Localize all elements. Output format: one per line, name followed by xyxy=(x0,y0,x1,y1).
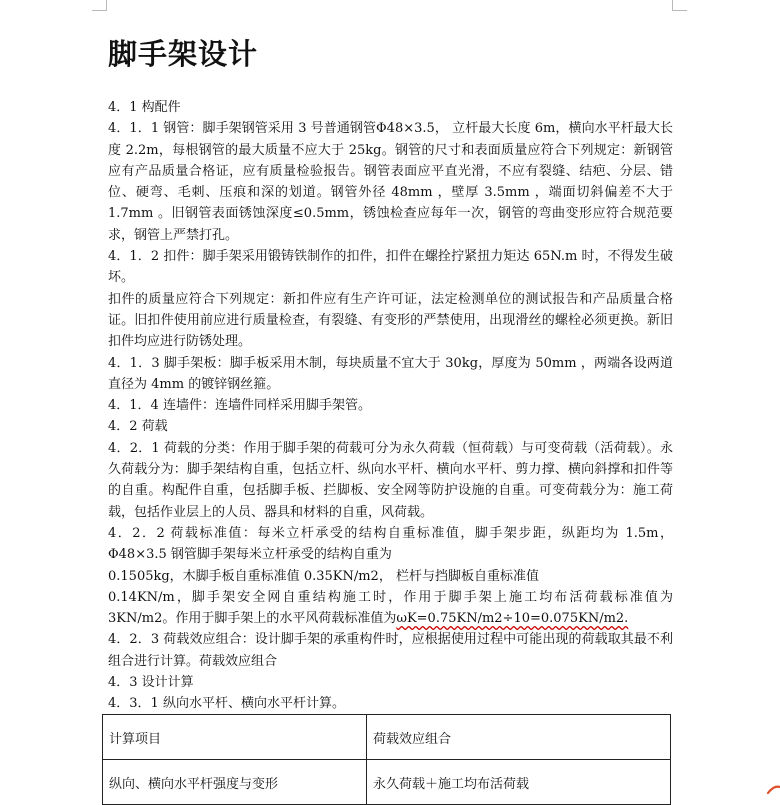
table-header-cell: 计算项目 xyxy=(103,715,367,760)
calculation-table xyxy=(102,714,671,805)
document-page xyxy=(108,28,673,715)
paragraph-wall-tie: 4．1．4 连墙件：连墙件同样采用脚手架管。 xyxy=(108,398,371,414)
table-header-cell: 荷载效应组合 xyxy=(367,715,671,760)
page-corner-mark-right xyxy=(672,0,687,11)
paragraph-steel-pipe: 4．1．1 钢管：脚手架钢管采用 3 号普通钢管Φ48×3.5， 立杆最大长度 6m，横向水平杆最大长度 2.2m，每根钢管的最大质量不应大于 25kg。钢管的尺寸和表面质量应符合下列规定：新钢管应有产品质量合格证，应有质量检验报告。钢管表面应平直光滑，不应有裂缝、结疤、分层、错位、硬弯、毛刺、压痕和深的划道。钢管外径 48mm ，壁厚 3.5mm ，端面切斜偏差不大于 1.7mm 。旧钢管表面锈蚀深度≤0.5mm，锈蚀检查应每年一次，钢管的弯曲变形应符合规范要求，钢管上严禁打孔。 xyxy=(108,121,673,243)
document-title: 脚手架设计 xyxy=(108,37,259,71)
section-heading-4-1: 4．1 构配件 xyxy=(108,100,181,115)
paragraph-load-standard: 4．2．2 荷载标准值：每米立杆承受的结构自重标准值，脚手架步距，纵距均为 1.5m，Φ48×3.5 钢管脚手架每米立杆承受的结构自重为 xyxy=(108,525,673,563)
section-heading-4-2: 4．2 荷载 xyxy=(108,419,168,435)
table-header-row xyxy=(103,715,671,760)
paragraph-load-classification: 4．2．1 荷载的分类：作用于脚手架的荷载可分为永久荷载（恒荷载）与可变荷载（活荷载）。永久荷载分为：脚手架结构自重，包括立杆、纵向水平杆、横向水平杆、剪力撑、横向斜撑和扣件等的自重。构配件自重，包括脚手板、拦脚板、安全网等防护设施的自重。可变荷载分为：施工荷载，包括作业层上的人员、器具和材料的自重，风荷载。 xyxy=(108,440,673,520)
paragraph-load-combination: 4．2．3 荷载效应组合：设计脚手架的承重构件时，应根据使用过程中可能出现的荷载取其最不利组合进行计算。荷载效应组合 xyxy=(108,632,673,669)
paragraph-scaffold-board: 4．1．3 脚手架板：脚手板采用木制，每块质量不宜大于 30kg，厚度为 50mm ，两端各设两道直径为 4mm 的镀锌钢丝箍。 xyxy=(108,355,673,392)
paragraph-fastener: 4．1．2 扣件：脚手架采用锻铸铁制作的扣件，扣件在螺拴拧紧扭力矩达 65N.m 时，不得发生破坏。 xyxy=(108,249,673,286)
page-corner-mark-left xyxy=(92,0,107,11)
paragraph-fastener-quality: 扣件的质量应符合下列规定：新扣件应有生产许可证，法定检测单位的测试报告和产品质量合格证。旧扣件使用前应进行质量检查，有裂缝、有变形的严禁使用，出现滑丝的螺栓必须更换。新旧扣件均应进行防锈处理。 xyxy=(108,291,673,350)
table-cell: 纵向、横向水平杆强度与变形 xyxy=(103,760,367,805)
wind-load-formula: ωK=0.75KN/m2÷10=0.075KN/m2. xyxy=(396,611,629,627)
edge-annotation-mark xyxy=(766,783,780,795)
section-heading-4-3-1: 4．3．1 纵向水平杆、横向水平杆计算。 xyxy=(108,696,345,712)
paragraph-board-weight: 0.1505kg，木脚手板自重标准值 0.35KN/m2， 栏杆与挡脚板自重标准值 xyxy=(108,568,539,584)
wind-load-text: 0.14KN/m，脚手架安全网自重结构施工时，作用于脚手架上施工均布活荷载标准值为 3KN/m2。作用于脚手架上的水平风荷载标准值为 xyxy=(108,589,673,627)
document-body xyxy=(108,97,673,715)
paragraph-wind-load xyxy=(108,587,673,630)
section-heading-4-3: 4．3 设计计算 xyxy=(108,675,194,691)
table-cell: 永久荷载＋施工均布活荷载 xyxy=(367,760,671,805)
